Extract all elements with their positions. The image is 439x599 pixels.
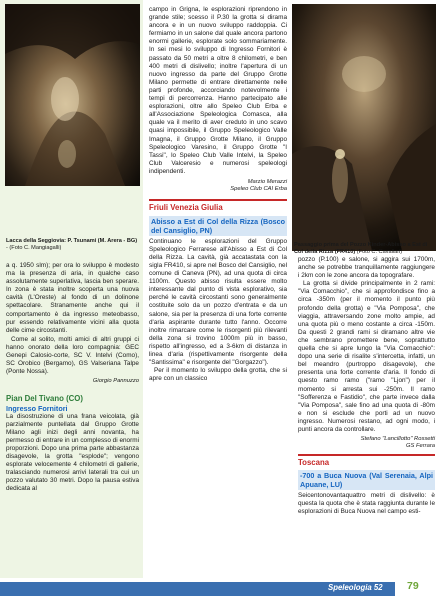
- cave-photo-seggiovia-image: [5, 4, 140, 186]
- cave-photo-seggiovia: [5, 4, 140, 186]
- column-1: [6, 262, 139, 493]
- section-title-bar: [149, 216, 287, 236]
- signature-name: Giorgio Pannuzzo: [92, 378, 139, 385]
- section-subtitle: Ingresso Fornitori: [6, 403, 68, 413]
- signature-club: Speleo Club CAI Erba: [230, 186, 287, 193]
- paragraph: a q. 1950 slm); per ora lo sviluppo è modesto ma la presenza di aria, in qualche caso assolutamente superlativa, lascia ben sperare. In zona è stata inoltre scoperta una nuova cavità (L'Oreste) al fondo di un dolinone spettacolare. Stranamente anche qui il comportamento è da ingresso meteobasso, pur essendo relativamente vicini alla quota delle cime circostanti.: [6, 262, 139, 334]
- paragraph: Per il momento lo sviluppo della grotta, che si apre con un classico: [149, 367, 287, 383]
- region-rule: [298, 454, 435, 455]
- section-title: Abisso a Est di Col della Rizza (Bosco del Cansiglio, PN): [151, 216, 285, 235]
- photo-caption-credit: (Foto C. Cavallari): [355, 249, 403, 255]
- paragraph: Seicentonovantaquattro metri di dislivello: è questa la quota che è stata raggiunta durante le esplorazioni di Buca Nuova nel campo esti-: [298, 491, 435, 515]
- signature-name: Stefano "Lancillotto" Rossetti: [360, 436, 435, 443]
- paragraph: Continuano le esplorazioni del Gruppo Speleologico Ferrarese all'Abisso a Est di Col della Rizza. La cavità, già accatastata con la sigla FR410, si apre nel Bosco del Cansiglio, nel comune di Caneva (PN), ad una quota di circa 1100m. Questo abisso risulta essere molto interessante dal punto di vista esplorativo, sia perché le cavità circostanti sono generalmente costituite solo da un pozzo d'entrata e da un salone, sia per la presenza di una forte corrente d'aria aspirante durante tutto l'anno. Occorre inoltre rimarcare come le risorgenti più rilevanti della zona si trovino 1000m più in basso, rispetto all'ingresso, ed a 3-6km di distanza in linea d'aria (rispettivamente risorgente della "Santissima" e risorgente del "Gorgazzo").: [149, 237, 287, 367]
- signature-name: Marzio Merazzi: [247, 178, 287, 185]
- photo-caption-title: Lacca della Seggiovia: P. Tsunami (M. Arera - BG): [6, 238, 138, 244]
- paragraph: La grotta si divide principalmente in 2 rami: "Via Comacchio", che si approfondisce fino a circa -350m (per il momento il punto più profondo della grotta) e "Via Pomposa", che viaggia, attraversando zone molto ampie, ad una quota più o meno costante a circa -150m. Da questi 2 grandi rami si diramano altre vie che sembrano promettere bene, soprattutto quella che si apre lungo la "Via Comacchio": dopo una serie di risalite s'intercetta, infatti, un bel meandro (purtroppo disagevole), che presenta una forte corrente d'aria. Il fondo di questo ramo ramo ("ramo "Ljon") per il momento si arresta sui -250m. Il ramo "Sofferenza e Fastidio", che parte invece dalla "Via Pomposa", sale fino ad una quota di -80m e non si esclude che porti ad un nuovo ingresso. Numerosi restano, ad ogni modo, i punti ancora da controllare.: [298, 280, 435, 433]
- paragraph: Come al solito, molti amici di altri gruppi ci hanno onorato della loro compagnia: GEC Genepi Calosio-corte, SC V. Intelvi (Como), SC Orobico (Bergamo), GS Valseriana Talpe (Ponte Nossa).: [6, 335, 139, 376]
- column-2: [149, 6, 287, 383]
- section-title: -700 a Buca Nuova (Val Serenaia, Alpi Apuane, LU): [300, 470, 433, 489]
- paragraph: La disostruzione di una frana veicolata, già parzialmente puntellata dal Gruppo Grotte Milano agli inizi degli anni novanta, ha permesso di entrare in un complesso di enormi proporzioni. Dopo una prima parte abbastanza disagevole, la grotta "esplode"; vengono esplorate velocemente 4 chilometri di gallerie, tralasciando numerosi arrivi laterali tra cui un pozzo valutato 30 metri. Dopo la pausa estiva dedicata al: [6, 412, 139, 493]
- photo-caption-credit: - (Foto C. Mangiagalli): [6, 245, 62, 251]
- magazine-name: Speleologia 52: [328, 583, 383, 592]
- section-title: Pian Del Tivano (CO): [6, 393, 83, 403]
- cave-photo-kinder-image: [292, 4, 436, 251]
- region-title: Toscana: [298, 457, 330, 467]
- region-title: Friuli Venezia Giulia: [149, 202, 223, 212]
- cave-photo-kinder: [292, 4, 436, 251]
- paragraph: campo in Grigna, le esplorazioni riprendono in grande stile; scesso il P.30 la grotta si dirama ancora e in un nuovo sviluppo raddoppia. Ci fermiamo in un salone dal quale ancora partono enormi gallerie, esplorate solo sommariamente. In sei mesi lo sviluppo di Ingresso Fornitori è passato da 50 metri a oltre 8 chilometri, e ben 400 metri di dislivello; inoltre l'apertura di un nuovo ingresso da parte del Gruppo Grotte Milano permette di entrare direttamente nelle parti profonde, accorciando notevolmente i tempi di percorrenza. Hanno partecipato alle esplorazioni, oltre allo Speleo Club Erba e all'Associazione Speleologica Comasca, alla quale va il merito di aver creduto in uno scavo quasi impossibile, il Gruppo Speleologico Valle Imagna, il Gruppo Grotte Milano, il Gruppo Speleologico Varesino, il Gruppo Grotte "I Tassi", lo Speleo Club Valle Intelvi, la Speleo Club Valceresio e numerosi speleologi indipendenti.: [149, 6, 287, 175]
- photo-caption-seggiovia: [6, 238, 140, 252]
- page-number: 79: [407, 580, 419, 592]
- signature-club: GS Ferrara: [406, 443, 435, 450]
- paragraph: pozzo (P.100) e salone, si aggira sui 1700m, anche se potrebbe tranquillamente raggiungere i 2km con le zone ancora da topografare.: [298, 256, 435, 280]
- region-rule: [149, 199, 287, 200]
- photo-caption-title: Passaggio prima del Pozzo Kinder-Abisso a Est di Col della Rizza (FR410): [294, 242, 428, 255]
- column-3: [298, 256, 435, 516]
- photo-caption-kinder: [294, 242, 436, 256]
- section-title-bar: [298, 470, 435, 490]
